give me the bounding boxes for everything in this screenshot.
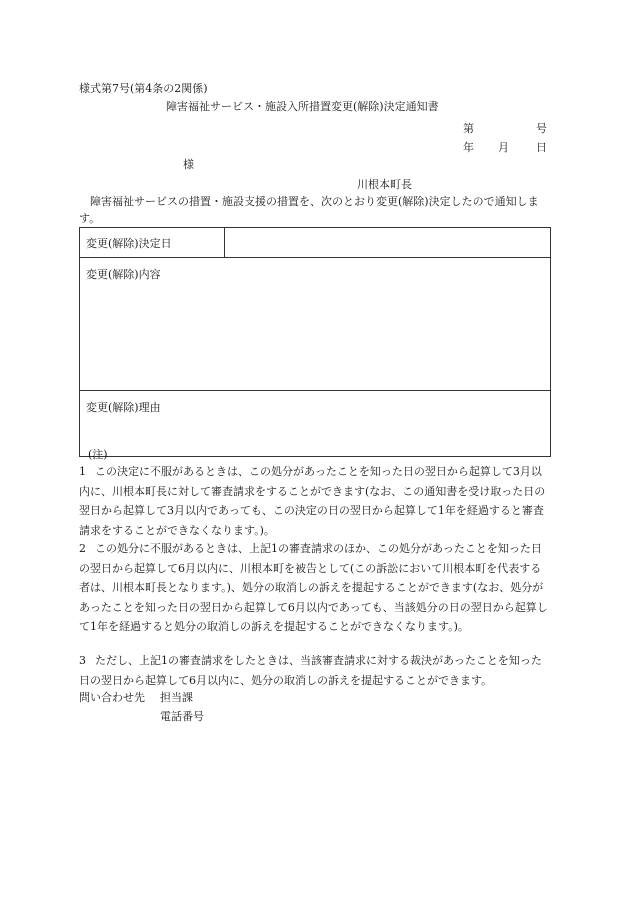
change-reason-label: 変更(解除)理由: [86, 401, 161, 414]
issuer-name: 川根本町長: [357, 178, 412, 191]
note-number: 1: [79, 465, 86, 478]
note-item: [79, 539, 551, 637]
note-item: [79, 651, 551, 690]
date-year-label: 年: [463, 141, 474, 154]
form-number: 様式第7号(第4条の2関係): [79, 82, 208, 95]
note-text: ただし、上記1の審査請求をしたときは、当該審査請求に対する裁決があったことを知った日の翌日から起算して6月以内に、処分の取消しの訴えを提起することができます。: [79, 654, 542, 687]
date-day-label: 日: [536, 141, 547, 154]
change-content-cell[interactable]: [80, 258, 551, 391]
number-prefix: 第: [463, 122, 474, 135]
decision-date-label: 変更(解除)決定日: [80, 228, 225, 258]
notes-heading: (注): [88, 448, 108, 461]
table-row: [80, 391, 551, 457]
change-content-label: 変更(解除)内容: [86, 268, 161, 281]
number-suffix: 号: [536, 122, 547, 135]
date-month-label: 月: [498, 141, 509, 154]
note-number: 2: [79, 542, 86, 555]
document-title: 障害福祉サービス・施設入所措置変更(解除)決定通知書: [166, 100, 439, 113]
addressee-suffix: 様: [183, 158, 194, 171]
note-text: この決定に不服があるときは、この処分があったことを知った日の翌日から起算して3月以内に、川根本町長に対して審査請求をすることができます(なお、この通知書を受け取った日の翌日から起算して3月以内であっても、この決定の日の翌日から起算して1年を経過すると審査請求をすることができなくなります。)。: [79, 465, 546, 537]
contact-department: 担当課: [160, 691, 193, 704]
contact-phone: 電話番号: [160, 710, 204, 723]
table-row: [80, 258, 551, 391]
note-number: 3: [79, 654, 86, 667]
contact-label: 問い合わせ先: [79, 691, 145, 704]
decision-table: [79, 227, 551, 457]
body-text: 障害福祉サービスの措置・施設支援の措置を、次のとおり変更(解除)決定したので通知します。: [79, 195, 539, 225]
table-row: [80, 228, 551, 258]
note-text: この処分に不服があるときは、上記1の審査請求のほか、この処分があったことを知った日の翌日から起算して6月以内に、川根本町を被告として(この訴訟において川根本町を代表する者は、川根本町長となります。)、処分の取消しの訴えを提起することができます(なお、処分があったことを知った日の翌日から起算して6月以内であっても、当該処分の日の翌日から起算して1年を経過すると処分の取消しの訴えを提起することができなくなります。)。: [79, 542, 548, 633]
note-item: [79, 462, 551, 540]
change-reason-cell[interactable]: [80, 391, 551, 457]
decision-date-value[interactable]: [225, 228, 551, 258]
